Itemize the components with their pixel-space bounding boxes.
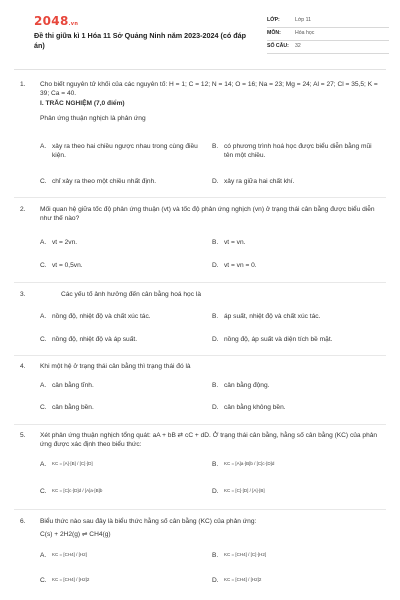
option-a[interactable]: A. xảy ra theo hai chiều ngược nhau trong cùng điều kiện. (40, 143, 198, 159)
question-5: 5. Xét phản ứng thuận nghịch tổng quát: aA + bB ⇄ cC + dD. Ở trạng thái cân bằng, hằng số cân bằng (KC) của phản ứng được xác định theo biểu thức: (20, 432, 382, 450)
option-c[interactable]: C. vt = 0,5vn. (40, 262, 83, 269)
option-c[interactable]: C. KC = [C]c·[D]d / [A]a·[B]b (40, 488, 103, 495)
question-3: 3. Các yếu tố ảnh hưởng đến cân bằng hoá học là (20, 291, 382, 300)
meta-row-count: SỐ CÂU: 32 (267, 41, 389, 54)
question-text: Các yếu tố ảnh hưởng đến cân bằng hoá học là (61, 291, 201, 298)
option-d[interactable]: D. xảy ra giữa hai chất khí. (212, 178, 295, 185)
option-a[interactable]: A. KC = [CH4] / [H2] (40, 552, 87, 559)
option-d[interactable]: D. nồng độ, áp suất và diện tích bề mặt. (212, 336, 333, 343)
question-text: Cho biết nguyên tử khối của các nguyên tố: H = 1; C = 12; N = 14; O = 16; Na = 23; Mg = 24; Al = 27; Cl = 35,5; K = 39; Ca = 40. (40, 81, 378, 97)
question-4: 4. Khi một hệ ở trạng thái cân bằng thì trạng thái đó là (20, 363, 382, 372)
option-d[interactable]: D. cân bằng không bền. (212, 404, 286, 411)
option-b[interactable]: B. KC = [CH4] / [C]·[H2] (212, 552, 267, 559)
site-logo[interactable]: 2048.vn (34, 14, 79, 28)
meta-row-class: LỚP: Lớp 11 (267, 15, 389, 28)
section-title: I. TRẮC NGHIỆM (7,0 điểm) (40, 99, 125, 107)
meta-table (267, 15, 389, 54)
option-c[interactable]: C. KC = [CH4] / [H2]2 (40, 577, 90, 584)
option-b[interactable]: B. cân bằng động. (212, 382, 270, 389)
option-c[interactable]: C. nồng độ, nhiệt độ và áp suất. (40, 336, 138, 343)
question-subtext: Phản ứng thuận nghịch là phản ứng (40, 114, 146, 122)
question-text: Khi một hệ ở trạng thái cân bằng thì trạng thái đó là (40, 363, 191, 370)
question-divider (14, 355, 386, 356)
option-a[interactable]: A. cân bằng tĩnh. (40, 382, 94, 389)
option-b[interactable]: B. áp suất, nhiệt độ và chất xúc tác. (212, 313, 321, 320)
question-text: Biểu thức nào sau đây là biểu thức hằng số cân bằng (KC) của phản ứng: (40, 518, 257, 525)
question-divider (14, 424, 386, 425)
question-text: Xét phản ứng thuận nghịch tổng quát: aA + bB ⇄ cC + dD. Ở trạng thái cân bằng, hằng số cân bằng (KC) của phản ứng được xác định theo biểu thức: (40, 432, 378, 448)
option-a[interactable]: A. vt = 2vn. (40, 239, 78, 246)
question-divider (14, 197, 386, 198)
option-b[interactable]: B. có phương trình hoá học được biểu diễn bằng mũi tên một chiều. (212, 143, 372, 159)
question-divider (14, 509, 386, 510)
option-d[interactable]: D. vt = vn = 0. (212, 262, 257, 269)
document-title: Đề thi giữa kì 1 Hóa 11 Sở Quảng Ninh năm 2023-2024 (có đáp án) (34, 31, 247, 51)
option-a[interactable]: A. nồng độ, nhiệt độ và chất xúc tác. (40, 313, 151, 320)
question-6: 6. Biểu thức nào sau đây là biểu thức hằng số cân bằng (KC) của phản ứng: C(s) + 2H2(g) ⇌ CH4(g) (20, 518, 382, 540)
option-c[interactable]: C. cân bằng bền. (40, 404, 94, 411)
option-a[interactable]: A. KC = [A]·[B] / [C]·[D] (40, 461, 93, 468)
question-1 (20, 81, 382, 124)
question-number: 1. (20, 81, 26, 88)
meta-row-subject: MÔN: Hóa học (267, 28, 389, 41)
option-b[interactable]: B. KC = [A]a·[B]b / [C]c·[D]d (212, 461, 275, 468)
question-2: 2. Mối quan hệ giữa tốc độ phản ứng thuận (vt) và tốc độ phản ứng nghịch (vn) ở trạng thái cân bằng được biểu diễn như thế nào? (20, 206, 382, 224)
option-d[interactable]: D. KC = [C]·[D] / [A]·[B] (212, 488, 265, 495)
document-header (14, 0, 386, 66)
question-text: Mối quan hệ giữa tốc độ phản ứng thuận (vt) và tốc độ phản ứng nghịch (vn) ở trạng thái cân bằng được biểu diễn như thế nào? (40, 206, 375, 222)
question-divider (14, 282, 386, 283)
option-c[interactable]: C. chỉ xảy ra theo một chiều nhất định. (40, 178, 157, 185)
header-divider (14, 69, 386, 70)
option-b[interactable]: B. vt = vn. (212, 239, 246, 246)
reaction-equation: C(s) + 2H2(g) ⇌ CH4(g) (40, 530, 111, 538)
option-d[interactable]: D. KC = [CH4] / [H2]2 (212, 577, 262, 584)
